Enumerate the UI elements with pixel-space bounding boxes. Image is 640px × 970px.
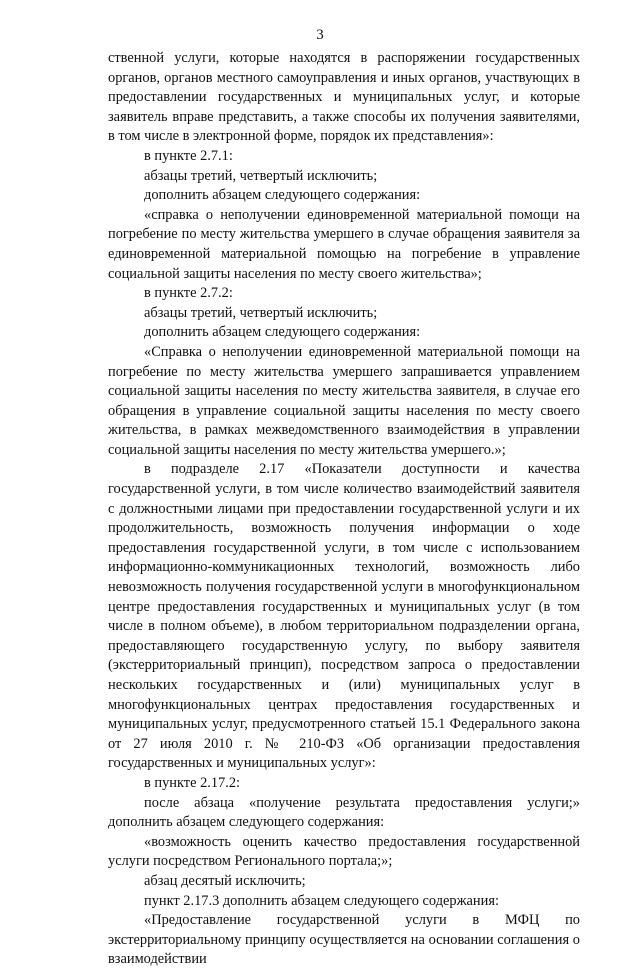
paragraph: в пункте 2.7.1: xyxy=(144,147,233,164)
paragraph: пункт 2.17.3 дополнить абзацем следующего содержания: xyxy=(144,892,499,909)
document-body xyxy=(108,49,580,970)
paragraph: «возможность оценить качество предоставления государственной услуги посредством Регионального портала;»; xyxy=(108,833,580,870)
page-number: 3 xyxy=(316,27,324,43)
paragraph: «Предоставление государственной услуги в МФЦ по экстерриториальному принципу осуществляется на основании соглашения о взаимодействии xyxy=(108,912,580,968)
paragraph: в подразделе 2.17 «Показатели доступности и качества государственной услуги, в том числе количество взаимодействий заявителя с должностными лицами при предоставлении государственной услуги и их продолжительность, возможность получения информации о ходе предоставления государственной услуги, в том числе с использованием информационно-коммуникационных технологий, возможность либо невозможность получения государственной услуги в многофункциональном центре предоставления государственных и муниципальных услуг (в том числе в полном объеме), в любом территориальном подразделении органа, предоставляющего государственную услугу, по выбору заявителя (экстерриториальный принцип), посредством запроса о предоставлении нескольких государственных и (или) муниципальных услуг в многофункциональных центрах предоставления государственных и муниципальных услуг, предусмотренного статьей 15.1 Федерального закона от 27 июля 2010 г. № 210-ФЗ «Об организации предоставления государственных и муниципальных услуг»: xyxy=(108,461,580,772)
paragraph: в пункте 2.7.2: xyxy=(144,285,233,302)
paragraph: дополнить абзацем следующего содержания: xyxy=(144,324,421,341)
paragraph: абзацы третий, четвертый исключить; xyxy=(144,167,378,184)
paragraph: «Справка о неполучении единовременной материальной помощи на погребение по месту жительства умершего запрашивается управлением социальной защиты населения по месту жительства заявителя, в случае его обращения в управление социальной защиты населения по месту своего жительства, в рамках межведомственного взаимодействия в управлении социальной защиты населения по месту жительства умершего.»; xyxy=(108,343,580,458)
paragraph: абзацы третий, четвертый исключить; xyxy=(144,304,378,321)
paragraph: «справка о неполучении единовременной материальной помощи на погребение по месту жительства умершего в случае обращения заявителя за единовременной материальной помощью на погребение в управление социальной защиты населения по месту своего жительства»; xyxy=(108,206,580,282)
paragraph: после абзаца «получение результата предоставления услуги;» дополнить абзацем следующего содержания: xyxy=(108,794,580,831)
paragraph: ственной услуги, которые находятся в распоряжении государственных органов, органов местного самоуправления и иных органов, участвующих в предоставлении государственных и муниципальных услуг, и которые заявитель вправе представить, а также способы их получения заявителями, в том числе в электронной форме, порядок их представления»: xyxy=(108,50,580,145)
paragraph: дополнить абзацем следующего содержания: xyxy=(144,187,421,204)
paragraph: абзац десятый исключить; xyxy=(144,872,306,889)
paragraph: в пункте 2.17.2: xyxy=(144,774,241,791)
